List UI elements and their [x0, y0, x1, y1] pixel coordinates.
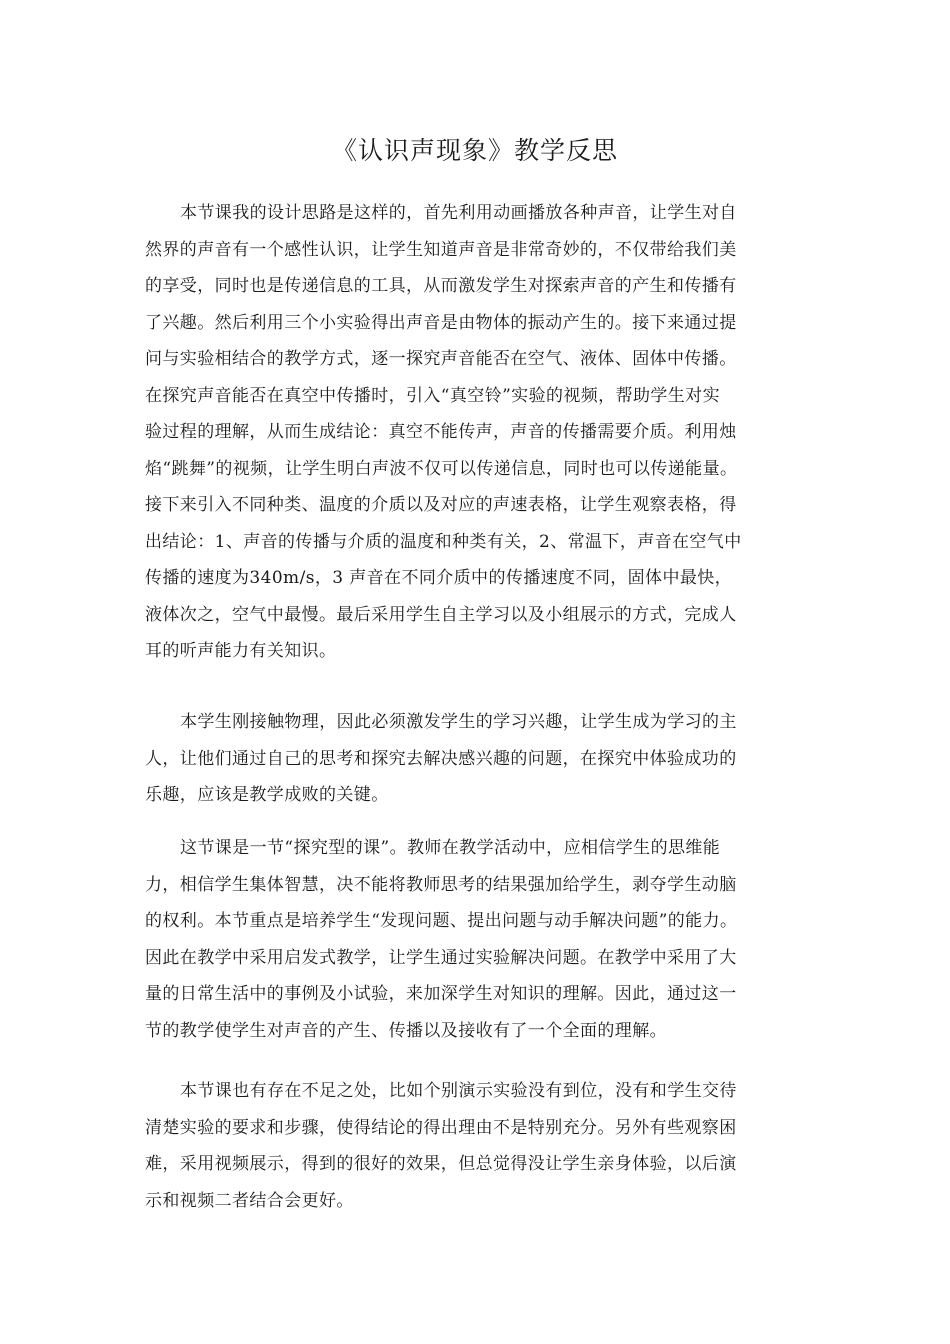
paragraph-line: 传播的速度为340m/s，3 声音在不同介质中的传播速度不同，固体中最快， [145, 568, 733, 588]
paragraph-line: 乐趣，应该是教学成败的关键。 [145, 785, 389, 805]
paragraph-line: 这节课是一节“探究型的课”。教师在教学活动中，应相信学生的思维能 [180, 838, 721, 858]
paragraph-line: 然界的声音有一个感性认识，让学生知道声音是非常奇妙的，不仅带给我们美 [145, 239, 737, 260]
paragraph-line: 液体次之，空气中最慢。最后采用学生自主学习以及小组展示的方式，完成人 [145, 604, 737, 625]
paragraph-line: 接下来引入不同种类、温度的介质以及对应的声速表格，让学生观察表格，得 [145, 495, 737, 515]
paragraph-line: 本节课也有存在不足之处，比如个别演示实验没有到位，没有和学生交待 [180, 1081, 737, 1101]
paragraph-line: 了兴趣。然后利用三个小实验得出声音是由物体的振动产生的。接下来通过提 [145, 312, 737, 333]
paragraph-line: 力，相信学生集体智慧，决不能将教师思考的结果强加给学生，剥夺学生动脑 [145, 874, 737, 895]
paragraph-design-approach [145, 195, 807, 670]
paragraph-line: 示和视频二者结合会更好。 [145, 1190, 354, 1211]
paragraph-line: 焰“跳舞”的视频，让学生明白声波不仅可以传递信息，同时也可以传递能量。 [145, 458, 738, 479]
paragraph-line: 难，采用视频展示，得到的很好的效果，但总觉得没让学生亲身体验，以后演 [145, 1154, 737, 1174]
paragraph-student-interest [145, 704, 807, 814]
paragraph-line: 清楚实验的要求和步骤，使得结论的得出理由不是特别充分。另外有些观察困 [145, 1117, 737, 1138]
paragraph-shortcomings [145, 1073, 807, 1219]
paragraph-line: 本学生刚接触物理，因此必须激发学生的学习兴趣，让学生成为学习的主 [180, 712, 737, 732]
paragraph-line: 问与实验相结合的教学方式，逐一探究声音能否在空气、液体、固体中传播。 [145, 349, 737, 369]
paragraph-line: 在探究声音能否在真空中传播时，引入“真空铃”实验的视频，帮助学生对实 [145, 385, 720, 406]
paragraph-line: 的权利。本节重点是培养学生“发现问题、提出问题与动手解决问题”的能力。 [145, 911, 738, 931]
paragraph-line: 的享受，同时也是传递信息的工具，从而激发学生对探索声音的产生和传播有 [145, 276, 737, 296]
paragraph-line: 耳的听声能力有关知识。 [145, 641, 337, 661]
paragraph-line: 因此在教学中采用启发式教学，让学生通过实验解决问题。在教学中采用了大 [145, 947, 737, 968]
paragraph-line: 节的教学使学生对声音的产生、传播以及接收有了一个全面的理解。 [145, 1020, 667, 1041]
paragraph-line: 出结论：1、声音的传播与介质的温度和种类有关，2、常温下，声音在空气中 [145, 531, 742, 552]
paragraph-line: 本节课我的设计思路是这样的，首先利用动画播放各种声音，让学生对自 [180, 203, 737, 223]
paragraph-inquiry-lesson [145, 830, 807, 1049]
document-title: 《认识声现象》教学反思 [331, 136, 618, 165]
paragraph-line: 人，让他们通过自己的思考和探究去解决感兴趣的问题，在探究中体验成功的 [145, 748, 737, 769]
paragraph-line: 量的日常生活中的事例及小试验，来加深学生对知识的理解。因此，通过这一 [145, 984, 737, 1004]
paragraph-line: 验过程的理解，从而生成结论：真空不能传声，声音的传播需要介质。利用烛 [145, 422, 737, 442]
